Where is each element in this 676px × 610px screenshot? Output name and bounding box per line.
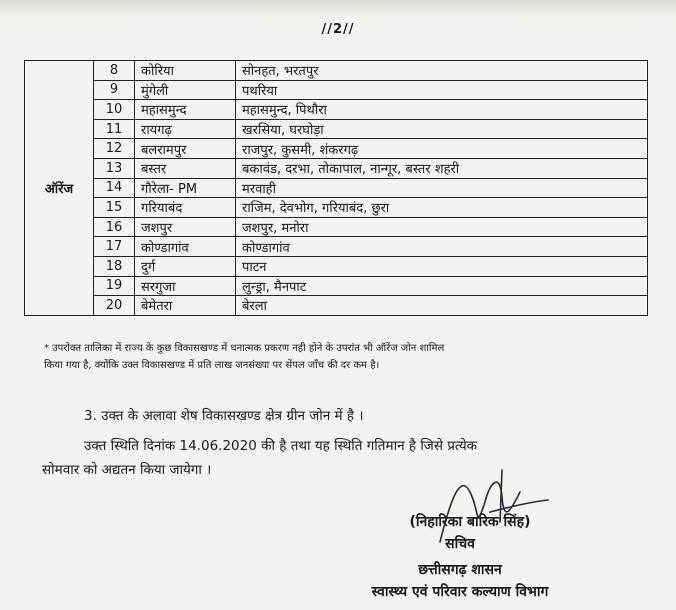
table-row bbox=[25, 80, 648, 100]
district-name: बेमेतरा bbox=[135, 296, 236, 316]
row-number: 14 bbox=[94, 178, 135, 198]
page-number: //2// bbox=[321, 22, 355, 37]
signatory-title: सचिव bbox=[445, 536, 475, 552]
zone-table bbox=[24, 60, 648, 316]
block-names: खरसिया, घरघोड़ा bbox=[236, 119, 648, 139]
row-number: 15 bbox=[94, 198, 135, 218]
page-top-shadow bbox=[0, 0, 676, 18]
row-number: 18 bbox=[94, 256, 135, 276]
district-name: बलरामपुर bbox=[135, 139, 236, 159]
block-names: पथरिया bbox=[236, 80, 648, 100]
block-names: बेरला bbox=[236, 296, 648, 316]
row-number: 16 bbox=[94, 217, 135, 237]
block-names: पाटन bbox=[236, 256, 648, 276]
block-names: राजपुर, कुसमी, शंकरगढ़ bbox=[236, 139, 648, 159]
block-names: कोण्डागांव bbox=[236, 237, 648, 257]
footnote bbox=[44, 340, 644, 374]
table-row bbox=[25, 178, 648, 198]
table-row bbox=[25, 158, 648, 178]
district-name: कोण्डागांव bbox=[135, 237, 236, 257]
block-names: बकावंड, दरभा, तोकापाल, नान्गूर, बस्तर शहरी bbox=[236, 158, 648, 178]
table-row bbox=[25, 139, 648, 159]
table-row bbox=[25, 61, 648, 81]
block-names: जशपुर, मनोरा bbox=[236, 217, 648, 237]
block-names: लुन्ड्रा, मैनपाट bbox=[236, 276, 648, 296]
district-name: मुंगेली bbox=[135, 80, 236, 100]
paragraph-3: 3. उक्त के अलावा शेष विकासखण्ड क्षेत्र ग्रीन जोन में है । bbox=[84, 408, 364, 424]
district-name: जशपुर bbox=[135, 217, 236, 237]
block-names: महासमुन्द, पिथौरा bbox=[236, 100, 648, 120]
signatory-name: (निहारिका बारिक सिंह) bbox=[409, 514, 531, 530]
district-name: रायगढ़ bbox=[135, 119, 236, 139]
signatory-department: स्वास्थ्य एवं परिवार कल्याण विभाग bbox=[371, 584, 549, 600]
row-number: 11 bbox=[94, 119, 135, 139]
row-number: 19 bbox=[94, 276, 135, 296]
paragraph-4-line-2: सोमवार को अद्यतन किया जायेगा । bbox=[42, 462, 212, 478]
district-name: महासमुन्द bbox=[135, 100, 236, 120]
footnote-line-2: किया गया है, क्योंकि उक्त विकासखण्ड में प्रति लाख जनसंख्या पर सेंपल जाँच की दर कम है। bbox=[44, 360, 380, 371]
row-number: 12 bbox=[94, 139, 135, 159]
row-number: 17 bbox=[94, 237, 135, 257]
signatory-government: छत्तीसगढ़ शासन bbox=[418, 562, 502, 578]
zone-label: ऑरेंज bbox=[25, 61, 94, 316]
table-row bbox=[25, 237, 648, 257]
table-row bbox=[25, 100, 648, 120]
block-names: सोनहत, भरतपुर bbox=[236, 61, 648, 81]
row-number: 13 bbox=[94, 158, 135, 178]
row-number: 8 bbox=[94, 61, 135, 81]
row-number: 20 bbox=[94, 296, 135, 316]
paragraph-4-line-1: उक्त स्थिति दिनांक 14.06.2020 की है तथा यह स्थिति गतिमान है जिसे प्रत्येक bbox=[84, 438, 478, 454]
district-name: बस्तर bbox=[135, 158, 236, 178]
row-number: 9 bbox=[94, 80, 135, 100]
district-name: कोरिया bbox=[135, 61, 236, 81]
district-name: गरियाबंद bbox=[135, 198, 236, 218]
district-name: गौरेला- PM bbox=[135, 178, 236, 198]
district-name: सरगुजा bbox=[135, 276, 236, 296]
block-names: मरवाही bbox=[236, 178, 648, 198]
table-row bbox=[25, 119, 648, 139]
table-row bbox=[25, 276, 648, 296]
table-row bbox=[25, 217, 648, 237]
district-name: दुर्ग bbox=[135, 256, 236, 276]
table-row bbox=[25, 256, 648, 276]
block-names: राजिम, देवभोग, गरियाबंद, छुरा bbox=[236, 198, 648, 218]
table-row bbox=[25, 198, 648, 218]
footnote-line-1: * उपरोक्त तालिका में राज्य के कुछ विकासखण्ड में धनात्मक प्रकरण नही होने के उपरांत भी ऑरेंज जोन शामिल bbox=[44, 343, 445, 354]
table-row bbox=[25, 296, 648, 316]
row-number: 10 bbox=[94, 100, 135, 120]
